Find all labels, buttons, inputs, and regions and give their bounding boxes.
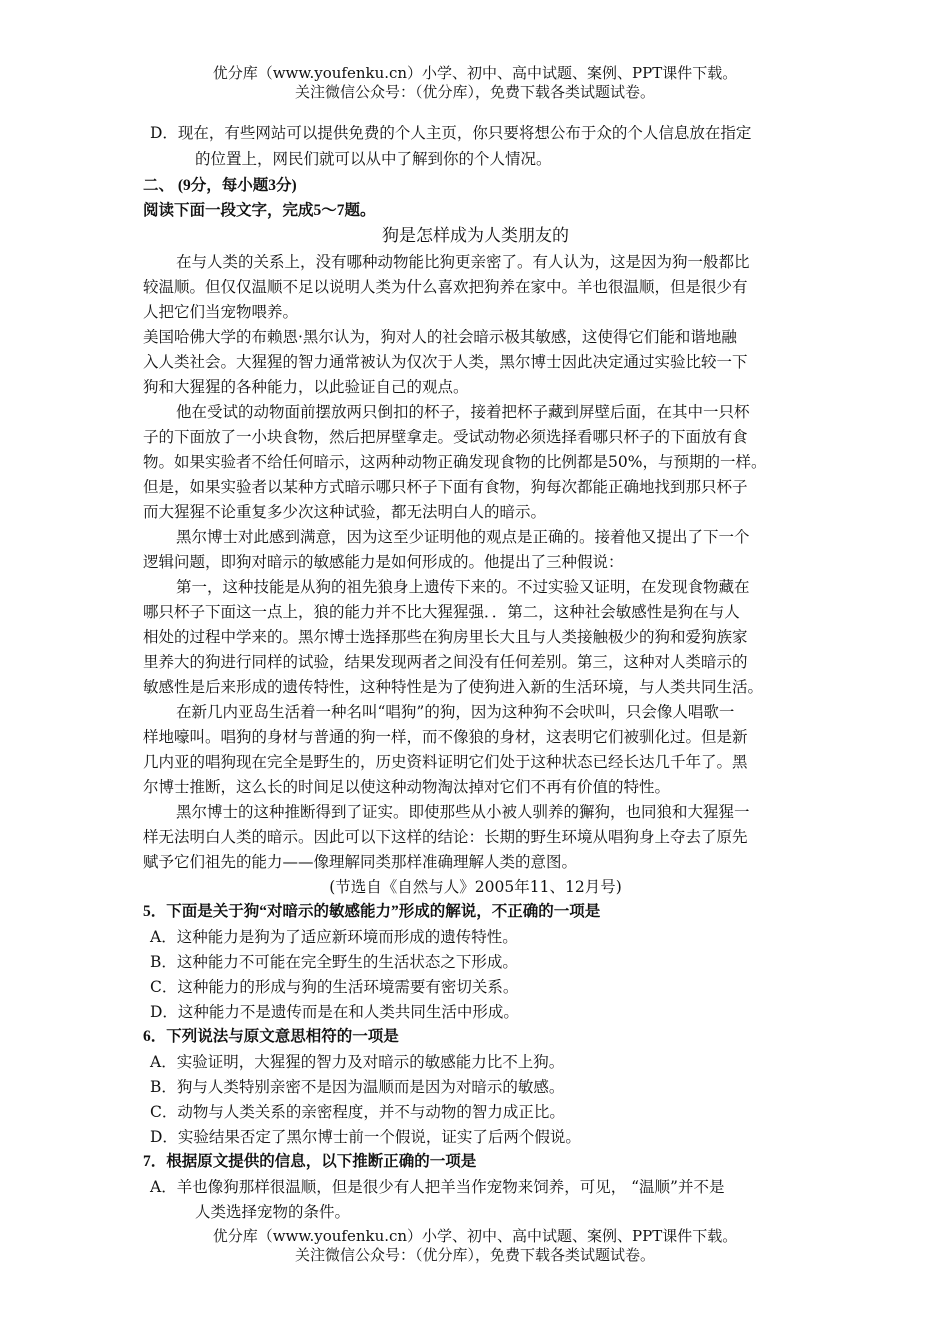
article-line: 入人类社会。大猩猩的智力通常被认为仅次于人类，黑尔博士因此决定通过实验比较一下 xyxy=(143,353,748,371)
question-5-option-c: C．这种能力的形成与狗的生活环境需要有密切关系。 xyxy=(150,978,519,996)
footer-line-2: 关注微信公众号：（优分库），免费下载各类试题试卷。 xyxy=(294,1246,655,1264)
article-line: 在新几内亚岛生活着一种名叫“唱狗”的狗，因为这种狗不会吠叫，只会像人唱歌一 xyxy=(176,703,735,721)
footer-line-1: 优分库（www.youfenku.cn）小学、初中、高中试题、案例、PPT课件下载。 xyxy=(212,1227,738,1245)
question-5-option-a: A．这种能力是狗为了适应新环境而形成的遗传特性。 xyxy=(150,928,518,946)
header-line-1: 优分库（www.youfenku.cn）小学、初中、高中试题、案例、PPT课件下载。 xyxy=(212,64,738,82)
article-line: 黑尔博士对此感到满意，因为这至少证明他的观点是正确的。接着他又提出了下一个 xyxy=(176,528,750,546)
question-5-option-b: B．这种能力不可能在完全野生的生活状态之下形成。 xyxy=(150,953,518,971)
article-line: 在与人类的关系上，没有哪种动物能比狗更亲密了。有人认为，这是因为狗一般都比 xyxy=(176,253,750,271)
article-line: 里养大的狗进行同样的试验，结果发现两者之间没有任何差别。第三，这种对人类暗示的 xyxy=(143,653,748,671)
question-6-option-a: A．实验证明，大猩猩的智力及对暗示的敏感能力比不上狗。 xyxy=(150,1053,565,1071)
article-line: 尔博士推断，这么长的时间足以使这种动物淘汰掉对它们不再有价值的特性。 xyxy=(143,778,671,796)
article-title: 狗是怎样成为人类朋友的 xyxy=(382,226,569,246)
question-7-stem: 7．根据原文提供的信息，以下推断正确的一项是 xyxy=(143,1153,477,1170)
section-heading: 二、 (9分，每小题3分) xyxy=(143,177,297,194)
prev-option-d-line-1: D．现在，有些网站可以提供免费的个人主页，你只要将想公布于众的个人信息放在指定 xyxy=(150,124,752,142)
article-line: 逻辑问题，即狗对暗示的敏感能力是如何形成的。他提出了三种假说： xyxy=(143,553,624,571)
question-5-option-d: D．这种能力不是遗传而是在和人类共同生活中形成。 xyxy=(150,1003,519,1021)
article-line: 哪只杯子下面这一点上，狼的能力并不比大猩猩强．．第二，这种社会敏感性是狗在与人 xyxy=(143,603,740,621)
article-line: 相处的过程中学来的。黑尔博士选择那些在狗房里长大且与人类接触极少的狗和爱狗族家 xyxy=(143,628,748,646)
article-line: 狗和大猩猩的各种能力，以此验证自己的观点。 xyxy=(143,378,469,396)
question-6-stem: 6．下列说法与原文意思相符的一项是 xyxy=(143,1028,399,1045)
article-line: 样地嚎叫。唱狗的身材与普通的狗一样，而不像狼的身材，这表明它们被驯化过。但是新 xyxy=(143,728,748,746)
page-header xyxy=(0,64,950,102)
question-5-stem: 5．下面是关于狗“对暗示的敏感能力”形成的解说，不正确的一项是 xyxy=(143,903,601,920)
article-line: 美国哈佛大学的布赖恩·黑尔认为，狗对人的社会暗示极其敏感，这使得它们能和谐地融 xyxy=(143,328,737,346)
question-7-option-a-cont: 人类选择宠物的条件。 xyxy=(195,1203,351,1221)
article-citation: (节选自《自然与人》2005年11、12月号) xyxy=(329,878,622,896)
article-line: 样无法明白人类的暗示。因此可以下这样的结论：长期的野生环境从唱狗身上夺去了原先 xyxy=(143,828,748,846)
article-line: 子的下面放了一小块食物，然后把屏壁拿走。受试动物必须选择看哪只杯子的下面放有食 xyxy=(143,428,748,446)
article-line: 赋予它们祖先的能力——像理解同类那样准确理解人类的意图。 xyxy=(143,853,578,871)
header-line-2: 关注微信公众号：（优分库），免费下载各类试题试卷。 xyxy=(294,83,655,101)
article-line: 他在受试的动物面前摆放两只倒扣的杯子，接着把杯子藏到屏壁后面，在其中一只杯 xyxy=(176,403,750,421)
article-line: 但是，如果实验者以某种方式暗示哪只杯子下面有食物，狗每次都能正确地找到那只杯子 xyxy=(143,478,748,496)
question-6-option-b: B．狗与人类特别亲密不是因为温顺而是因为对暗示的敏感。 xyxy=(150,1078,565,1096)
article-line: 几内亚的唱狗现在完全是野生的，历史资料证明它们处于这种状态已经长达几千年了。黑 xyxy=(143,753,748,771)
question-6-option-c: C．动物与人类关系的亲密程度，并不与动物的智力成正比。 xyxy=(150,1103,565,1121)
prev-option-d-line-2: 的位置上，网民们就可以从中了解到你的个人情况。 xyxy=(195,150,552,168)
section-instruction: 阅读下面一段文字，完成5～7题。 xyxy=(143,202,376,219)
article-line: 而大猩猩不论重复多少次这种试验，都无法明白人的暗示。 xyxy=(143,503,547,521)
page-footer xyxy=(0,1227,950,1265)
article-line: 物。如果实验者不给任何暗示，这两种动物正确发现食物的比例都是50%，与预期的一样。 xyxy=(143,453,767,471)
article-line: 人把它们当宠物喂养。 xyxy=(143,303,299,321)
article-line: 第一，这种技能是从狗的祖先狼身上遗传下来的。不过实验又证明，在发现食物藏在 xyxy=(176,578,750,596)
article-line: 黑尔博士的这种推断得到了证实。即使那些从小被人驯养的獬狗，也同狼和大猩猩一 xyxy=(176,803,750,821)
question-6-option-d: D．实验结果否定了黑尔博士前一个假说，证实了后两个假说。 xyxy=(150,1128,581,1146)
article-line: 敏感性是后来形成的遗传特性，这种特性是为了使狗进入新的生活环境，与人类共同生活。 xyxy=(143,678,764,696)
article-line: 较温顺。但仅仅温顺不足以说明人类为什么喜欢把狗养在家中。羊也很温顺，但是很少有 xyxy=(143,278,748,296)
question-7-option-a: A．羊也像狗那样很温顺，但是很少有人把羊当作宠物来饲养，可见， “温顺”并不是 xyxy=(150,1178,725,1196)
